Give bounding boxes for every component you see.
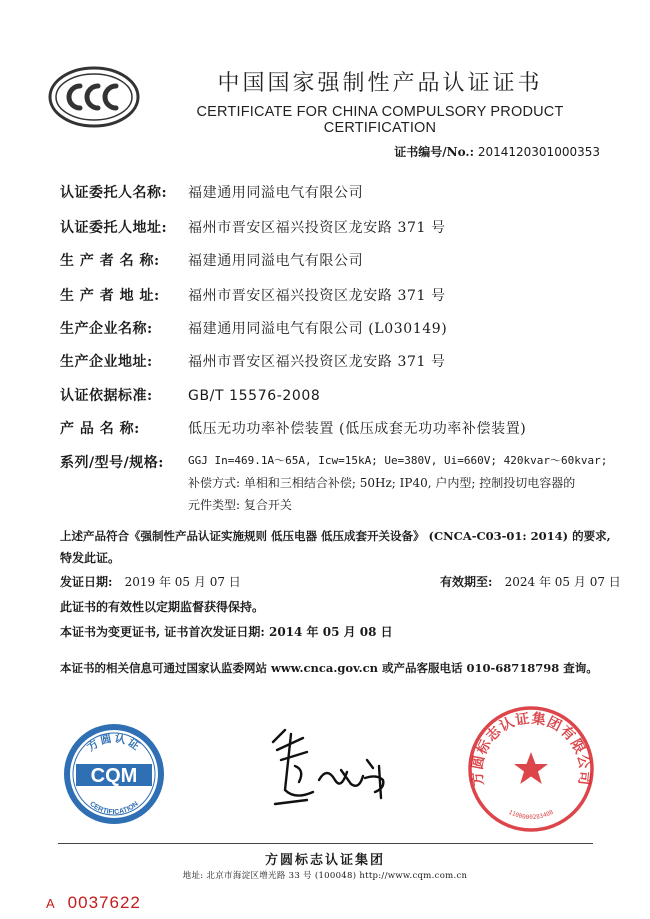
field-row (60, 385, 620, 405)
certificate-number-label: 证书编号/No.: (394, 145, 475, 159)
field-row (60, 285, 620, 305)
field-value: 福建通用同溢电气有限公司 (188, 185, 364, 201)
ccc-logo (48, 66, 140, 128)
spec-line: GGJ In=469.1A～65A, Icw=15kA; Ue=380V, Ui=660V; 420kvar～60kvar; (188, 454, 608, 467)
spec-line: 补偿方式: 单相和三相结合补偿; 50Hz; IP40, 户内型; 控制投切电容器的 (188, 476, 576, 490)
expiry-date (440, 573, 621, 590)
field-row (60, 250, 620, 270)
field-label: 认证委托人名称: (60, 185, 168, 201)
field-row (60, 182, 620, 202)
expiry-date-value: 2024 年 05 月 07 日 (504, 575, 621, 589)
expiry-date-label: 有效期至: (440, 575, 493, 589)
footer-divider (58, 843, 593, 844)
cqm-seal-mid-text: CQM (90, 765, 138, 787)
validity-note: 此证书的有效性以定期监督获得保持。 (60, 600, 265, 614)
field-label: 认证依据标准: (60, 388, 153, 404)
conformity-statement-end: 特发此证。 (60, 551, 121, 565)
field-row (60, 418, 620, 438)
field-label: 认证委托人地址: (60, 220, 168, 236)
field-value: 福建通用同溢电气有限公司 (L030149) (188, 321, 448, 337)
field-label: 系列/型号/规格: (60, 455, 164, 471)
serial-value: 0037622 (67, 893, 141, 912)
model-specifications (188, 450, 618, 516)
spec-line: 元件类型: 复合开关 (188, 498, 292, 512)
conformity-statement: 上述产品符合《强制性产品认证实施规则 低压电器 低压成套开关设备》 (CNCA-C03-01: 2014) 的要求, (60, 529, 611, 543)
field-label: 生产企业名称: (60, 321, 153, 337)
certificate-title-en: CERTIFICATE FOR CHINA COMPULSORY PRODUCT CERTIFICATION (196, 104, 564, 136)
field-row (60, 217, 620, 237)
cqm-seal-bottom-text: CERTIFICATION (88, 800, 140, 817)
field-row (60, 318, 620, 338)
change-note: 本证书为变更证书, 证书首次发证日期: 2014 年 05 月 08 日 (60, 625, 393, 639)
certificate-number-value: 2014120301000353 (477, 145, 600, 159)
field-value: 福州市晋安区福兴投资区龙安路 371 号 (188, 220, 446, 236)
field-value: 福州市晋安区福兴投资区龙安路 371 号 (188, 288, 446, 304)
issue-date-value: 2019 年 05 月 07 日 (124, 575, 241, 589)
serial-number (46, 893, 141, 913)
star-icon (514, 752, 548, 784)
field-value: 低压无功功率补偿装置 (低压成套无功功率补偿装置) (188, 421, 527, 437)
field-label: 生产企业地址: (60, 354, 153, 370)
cqm-seal (62, 722, 166, 826)
field-label: 产 品 名 称: (60, 421, 140, 437)
field-value: 福建通用同溢电气有限公司 (188, 253, 364, 269)
field-row (60, 351, 620, 371)
certificate-title-zh: 中国国家强制性产品认证证书 (217, 71, 543, 96)
red-company-seal (466, 704, 596, 834)
field-value: GB/T 15576-2008 (188, 388, 321, 404)
red-seal-code: 1100000283408 (507, 808, 555, 822)
footer-organization: 方圆标志认证集团 (264, 853, 385, 868)
field-label: 生 产 者 地 址: (60, 288, 160, 304)
issue-date (60, 573, 241, 590)
svg-text:1100000283408 (507, 809, 555, 821)
field-value: 福州市晋安区福兴投资区龙安路 371 号 (188, 354, 446, 370)
issue-date-label: 发证日期: (60, 575, 113, 589)
field-label: 生 产 者 名 称: (60, 253, 160, 269)
certificate-number (394, 143, 600, 160)
red-seal-text: 方圆标志认证集团有限公司 (469, 710, 593, 787)
signature (255, 720, 405, 810)
cqm-seal-top-text: 方圆认证 (84, 731, 144, 754)
query-note: 本证书的相关信息可通过国家认监委网站 www.cnca.gov.cn 或产品客服电话 010-68718798 查询。 (60, 661, 598, 675)
footer-address: 地址: 北京市海淀区增光路 33 号 (100048) http://www.cqm.com.cn (182, 871, 468, 881)
serial-prefix: A (46, 896, 56, 911)
